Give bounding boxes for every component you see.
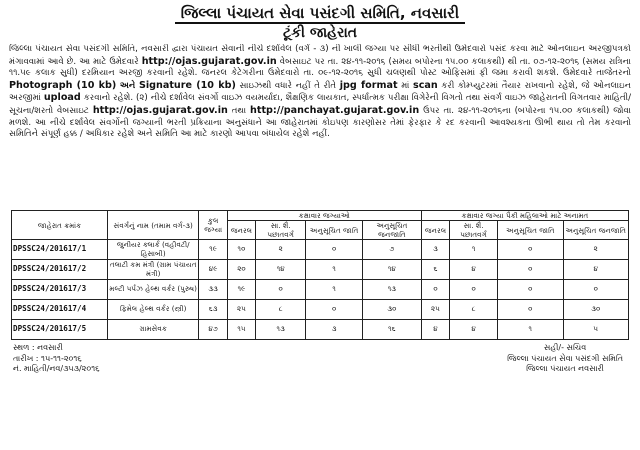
row-cell: ૬ <box>421 260 449 280</box>
row-cell: ૫ <box>563 320 629 340</box>
row-cell: ૩૦ <box>362 300 421 320</box>
advertisement-page <box>3 3 637 444</box>
signature-spec: Signature (10 kb) <box>138 79 236 91</box>
notice-text-2: વેબસાઇટ પર તા. ૨૪-૧૧-૨૦૧૬ (સમય બપોરના ૧૫.૦૦ કલાકથી) થી તા. ૦૭-૧૨-૨૦૧૬ (સમય રાત્રિના ૧૧.૫૯ કલાક સુધી) દરમિયાન અરજી કરવાની રહેશે. જનરલ કેટેગરીના ઉમેદવારો તા. ૦૯-૧૨-૨૦૧૬ સુધી ચલણથી પોસ્ટ ઓફિસમાં ફી જમા કરાવી શકશે. ઉમેદવારે તાજેતરનો <box>9 56 631 79</box>
row-cell: ૦ <box>498 280 563 300</box>
row-cadre: ફિમેલ હેલ્થ વર્કર (સ્ત્રી) <box>107 300 199 320</box>
sub-header: અનુસૂચિત જાતિ <box>498 221 563 240</box>
jpg-format: jpg format <box>339 79 398 91</box>
notice-text-7: તથા <box>231 105 247 116</box>
row-cell: ૦ <box>421 280 449 300</box>
row-cell: ૪ <box>563 260 629 280</box>
row-cell: ૩ <box>306 320 363 340</box>
sub-header: સા. શૈ. પછાતવર્ગ <box>256 221 306 240</box>
row-cell: ૧ <box>306 280 363 300</box>
row-cell: ૩ <box>421 240 449 260</box>
row-cell: ૦ <box>498 300 563 320</box>
row-code: DPSSC24/201617/5 <box>12 320 108 340</box>
row-cell: ૨ <box>563 240 629 260</box>
organization-name-2: જિલ્લા પંચાયત નવસારી <box>526 364 604 373</box>
row-cell: ૦ <box>450 280 498 300</box>
row-cell: ૦ <box>563 280 629 300</box>
table-row <box>12 300 629 320</box>
notice-paragraph <box>9 44 631 210</box>
signature-text: સહી/- સચિવ <box>543 343 587 352</box>
notice-text-5: કરી કોમ્પ્યુટરમાં તૈયાર રાખવાનો રહેશે, જે ઓનલાઇન અરજીમાં <box>9 80 631 104</box>
row-code: DPSSC24/201617/2 <box>12 260 108 280</box>
row-cell: ૦ <box>498 260 563 280</box>
sub-header: અનુસૂચિત જાતિ <box>306 221 363 240</box>
row-cell: ૪ <box>421 320 449 340</box>
row-cadre: તલાટી કમ મંત્રી (ગ્રામ પંચાયત મંત્રી) <box>107 260 199 280</box>
panchayat-url: http://panchayat.gujarat.gov.in <box>250 104 420 116</box>
notice-text-8: ઉપર તા. ૨૪-૧૧-૨૦૧૬ના (બપોરના ૧૫.૦૦ કલાકથી) જોવા મળશે. આ નીચે દર્શાવેલ સંવર્ગોની જગ્યાની ભરતી પ્રક્રિયાના અનુસંધાને આ જાહેરાતમાં કોઇપણ કારણોસર તેમાં ફેરફાર કે રદ કરવાની આવશ્યકતા ઊભી થાય તો તેમ કરવાનો સમિતિને સંપૂર્ણ હક્ક / અધિકાર રહેશે અને સમિતિ આ માટે કારણો આપવા બંધાયેલ રહેશે નહીં. <box>9 105 631 140</box>
sub-header: સા. શૈ. પછાતવર્ગ <box>450 221 498 240</box>
header <box>3 3 637 42</box>
row-cadre: ગ્રામસેવક <box>107 320 199 340</box>
col-header-total: કુલ જગ્યા <box>199 211 227 240</box>
table-row <box>12 320 629 340</box>
notice-text-4: માં <box>401 80 410 91</box>
row-cell: ૪ <box>450 320 498 340</box>
footer-right <box>507 343 623 375</box>
photo-spec: Photograph (10 kb) <box>9 79 117 91</box>
page-subtitle: ટૂંકી જાહેરાત <box>282 25 358 41</box>
row-cell: ૧ <box>306 260 363 280</box>
reference-number: નં. માહિતી/નવ/૩૫૩/૨૦૧૬ <box>13 364 100 373</box>
row-code: DPSSC24/201617/3 <box>12 280 108 300</box>
notice-text-6: કરવાનો રહેશે. (૨) નીચે દર્શાવેલ સંવર્ગો વાઇઝ વયમર્યાદા, શૈક્ષણિક લાયકાત, સ્પર્ધાત્મક પરીક્ષા વિગેરેની વિગતો તથા સંવર્ગ વાઇઝ જાહેરાતની વિગતવાર માહિતી/સૂચના/શરતો વેબસાઇટ <box>9 93 631 116</box>
row-cell: ૦ <box>498 240 563 260</box>
page-title: જિલ્લા પંચાયત સેવા પસંદગી સમિતિ, નવસારી <box>175 4 465 24</box>
row-code: DPSSC24/201617/1 <box>12 240 108 260</box>
row-cell: ૧૩ <box>256 320 306 340</box>
and-text: અને <box>119 80 136 91</box>
vacancy-table <box>11 210 629 340</box>
col-header-women: કક્ષાવાર જગ્યા પૈકી મહિલાઓ માટે અનામત <box>421 211 628 221</box>
row-cell: ૧૯ <box>227 280 255 300</box>
date-text: તારીખ : ૧૫-૧૧-૨૦૧૬ <box>13 353 82 363</box>
row-cell: ૨૦ <box>227 260 255 280</box>
row-cell: ૧ <box>498 320 563 340</box>
col-header-cadre: સંવર્ગનું નામ (તમામ વર્ગ-૩) <box>107 211 199 240</box>
row-cell: ૧૬ <box>362 320 421 340</box>
row-cell: ૦ <box>256 280 306 300</box>
table-row <box>12 240 629 260</box>
sub-header: જનરલ <box>421 221 449 240</box>
row-cell: ૦ <box>306 240 363 260</box>
table-row <box>12 260 629 280</box>
row-cell: ૧ <box>450 240 498 260</box>
row-total: ૩૩ <box>199 280 227 300</box>
row-cell: ૧૫ <box>227 320 255 340</box>
row-cell: ૩૦ <box>563 300 629 320</box>
sub-header: અનુસૂચિત જનજાતિ <box>362 221 421 240</box>
notice-text-1: જિલ્લા પંચાયત સેવા પસંદગી સમિતિ, નવસારી દ્વારા પંચાયત સેવાની નીચે દર્શાવેલ (વર્ગ - ૩) ની ખાલી જગ્યા પર સીધી ભરતીથી ઉમેદવારો પસંદ કરવા માટે ઓનલાઇન અરજીપત્રકો મંગાવવામાં આવે છે. આ માટે ઉમેદવારે <box>9 44 631 67</box>
sub-header: જનરલ <box>227 221 255 240</box>
row-cell: ૧૦ <box>227 240 255 260</box>
row-cell: ૨ <box>256 240 306 260</box>
row-cadre: મલ્ટી પર્પઝ હેલ્થ વર્કર (પુરુષ) <box>107 280 199 300</box>
row-cell: ૭ <box>362 240 421 260</box>
scan-word: scan <box>413 79 438 91</box>
row-cell: ૧૩ <box>362 280 421 300</box>
upload-word: upload <box>43 92 81 104</box>
row-total: ૬૩ <box>199 300 227 320</box>
row-total: ૧૯ <box>199 240 227 260</box>
row-cell: ૨૫ <box>227 300 255 320</box>
ojas-url-2: http://ojas.gujarat.gov.in <box>92 104 228 116</box>
row-cell: ૮ <box>256 300 306 320</box>
row-cadre: જુનીયર ક્લાર્ક (વહીવટી/હિસાબી) <box>107 240 199 260</box>
col-header-code: જાહેરાત ક્રમાંક <box>12 211 108 240</box>
row-code: DPSSC24/201617/4 <box>12 300 108 320</box>
sub-header: અનુસૂચિત જનજાતિ <box>563 221 629 240</box>
notice-text-3: સાઇઝથી વધારે નહીં તે રીતે <box>239 80 337 91</box>
row-cell: ૧૪ <box>256 260 306 280</box>
footer <box>3 343 637 379</box>
row-total: ૪૯ <box>199 260 227 280</box>
footer-left <box>13 343 100 375</box>
row-cell: ૧૪ <box>362 260 421 280</box>
ojas-url: http://ojas.gujarat.gov.in <box>141 55 277 67</box>
place-text: સ્થળ : નવસારી <box>13 343 63 352</box>
organization-name: જિલ્લા પંચાયત સેવા પસંદગી સમિતિ <box>507 353 623 363</box>
row-cell: ૮ <box>450 300 498 320</box>
table-row <box>12 280 629 300</box>
row-cell: ૨૫ <box>421 300 449 320</box>
row-cell: ૦ <box>306 300 363 320</box>
row-total: ૪૭ <box>199 320 227 340</box>
col-header-category: કક્ષાવાર જગ્યાઓ <box>227 211 421 221</box>
row-cell: ૪ <box>450 260 498 280</box>
